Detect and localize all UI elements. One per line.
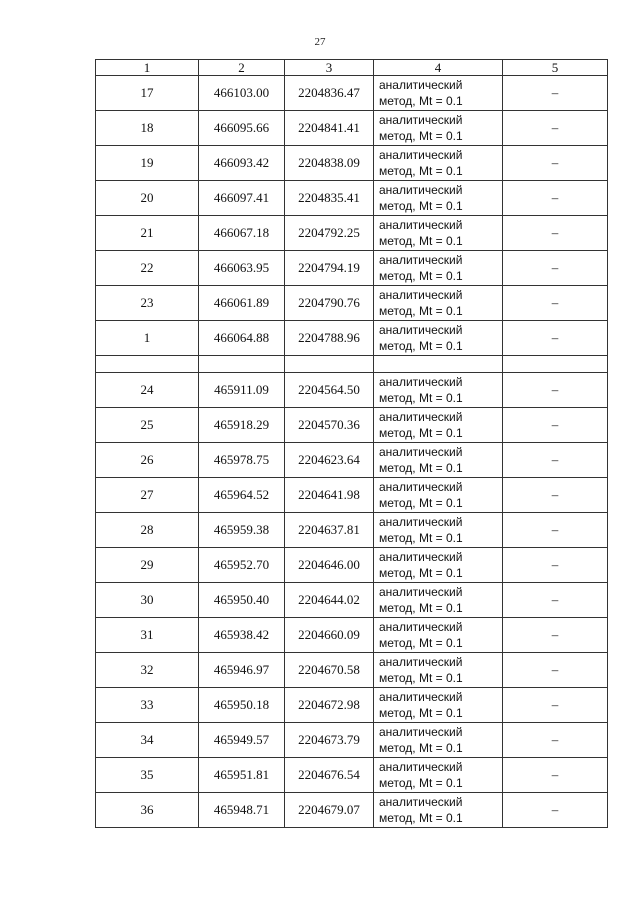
- method-line-2: метод, Mt = 0.1: [379, 496, 463, 510]
- coord-x: 465959.38: [199, 513, 285, 548]
- table-row: [96, 146, 608, 181]
- empty-cell: [199, 356, 285, 373]
- coord-x: 465951.81: [199, 758, 285, 793]
- coord-x: 465948.71: [199, 793, 285, 828]
- method-cell: [374, 408, 503, 443]
- coord-x: 466061.89: [199, 286, 285, 321]
- coord-x: 466064.88: [199, 321, 285, 356]
- empty-cell: [503, 356, 608, 373]
- method-line-1: аналитический: [379, 515, 463, 529]
- method-line-1: аналитический: [379, 445, 463, 459]
- method-line-2: метод, Mt = 0.1: [379, 636, 463, 650]
- column-5-value: –: [503, 583, 608, 618]
- coord-y: 2204672.98: [285, 688, 374, 723]
- coord-x: 466093.42: [199, 146, 285, 181]
- coord-y: 2204841.41: [285, 111, 374, 146]
- column-5-value: –: [503, 408, 608, 443]
- coordinates-table: [95, 59, 608, 828]
- coord-x: 466063.95: [199, 251, 285, 286]
- header-col-3: 3: [285, 60, 374, 76]
- table-row: [96, 111, 608, 146]
- method-line-2: метод, Mt = 0.1: [379, 531, 463, 545]
- method-line-1: аналитический: [379, 78, 463, 92]
- empty-cell: [285, 356, 374, 373]
- point-number: 23: [96, 286, 199, 321]
- method-line-1: аналитический: [379, 655, 463, 669]
- column-5-value: –: [503, 618, 608, 653]
- coord-x: 466067.18: [199, 216, 285, 251]
- column-5-value: –: [503, 181, 608, 216]
- header-col-5: 5: [503, 60, 608, 76]
- table-row: [96, 443, 608, 478]
- column-5-value: –: [503, 373, 608, 408]
- method-line-2: метод, Mt = 0.1: [379, 811, 463, 825]
- point-number: 24: [96, 373, 199, 408]
- coord-y: 2204623.64: [285, 443, 374, 478]
- coord-y: 2204838.09: [285, 146, 374, 181]
- point-number: 36: [96, 793, 199, 828]
- table-row: [96, 723, 608, 758]
- method-cell: [374, 286, 503, 321]
- method-line-1: аналитический: [379, 585, 463, 599]
- coord-y: 2204790.76: [285, 286, 374, 321]
- table-row: [96, 618, 608, 653]
- method-cell: [374, 723, 503, 758]
- header-col-2: 2: [199, 60, 285, 76]
- method-cell: [374, 216, 503, 251]
- method-line-2: метод, Mt = 0.1: [379, 601, 463, 615]
- method-cell: [374, 146, 503, 181]
- column-5-value: –: [503, 146, 608, 181]
- coord-y: 2204673.79: [285, 723, 374, 758]
- point-number: 25: [96, 408, 199, 443]
- column-5-value: –: [503, 286, 608, 321]
- method-line-1: аналитический: [379, 375, 463, 389]
- point-number: 17: [96, 76, 199, 111]
- method-line-1: аналитический: [379, 323, 463, 337]
- column-5-value: –: [503, 723, 608, 758]
- point-number: 28: [96, 513, 199, 548]
- table-body: [96, 76, 608, 828]
- coord-x: 465946.97: [199, 653, 285, 688]
- coord-x: 465938.42: [199, 618, 285, 653]
- method-line-1: аналитический: [379, 725, 463, 739]
- method-line-1: аналитический: [379, 183, 463, 197]
- method-line-1: аналитический: [379, 690, 463, 704]
- point-number: 33: [96, 688, 199, 723]
- method-cell: [374, 548, 503, 583]
- coord-y: 2204788.96: [285, 321, 374, 356]
- table-row: [96, 688, 608, 723]
- point-number: 34: [96, 723, 199, 758]
- method-cell: [374, 758, 503, 793]
- table-row: [96, 653, 608, 688]
- method-line-1: аналитический: [379, 288, 463, 302]
- table-row: [96, 321, 608, 356]
- method-line-1: аналитический: [379, 760, 463, 774]
- method-line-1: аналитический: [379, 550, 463, 564]
- column-5-value: –: [503, 111, 608, 146]
- coord-y: 2204836.47: [285, 76, 374, 111]
- method-line-2: метод, Mt = 0.1: [379, 269, 463, 283]
- empty-cell: [374, 356, 503, 373]
- point-number: 32: [96, 653, 199, 688]
- coord-y: 2204570.36: [285, 408, 374, 443]
- column-5-value: –: [503, 251, 608, 286]
- method-line-2: метод, Mt = 0.1: [379, 461, 463, 475]
- coord-y: 2204660.09: [285, 618, 374, 653]
- point-number: 1: [96, 321, 199, 356]
- point-number: 29: [96, 548, 199, 583]
- method-cell: [374, 111, 503, 146]
- method-cell: [374, 251, 503, 286]
- column-5-value: –: [503, 321, 608, 356]
- table-header-row: [96, 60, 608, 76]
- point-number: 35: [96, 758, 199, 793]
- point-number: 21: [96, 216, 199, 251]
- coord-x: 466097.41: [199, 181, 285, 216]
- method-cell: [374, 513, 503, 548]
- header-col-4: 4: [374, 60, 503, 76]
- method-line-2: метод, Mt = 0.1: [379, 129, 463, 143]
- method-cell: [374, 618, 503, 653]
- method-cell: [374, 688, 503, 723]
- coord-x: 465978.75: [199, 443, 285, 478]
- coord-y: 2204644.02: [285, 583, 374, 618]
- method-line-2: метод, Mt = 0.1: [379, 339, 463, 353]
- column-5-value: –: [503, 653, 608, 688]
- separator-row: [96, 356, 608, 373]
- method-cell: [374, 321, 503, 356]
- coord-y: 2204676.54: [285, 758, 374, 793]
- table-row: [96, 513, 608, 548]
- table-row: [96, 216, 608, 251]
- table-row: [96, 793, 608, 828]
- method-line-1: аналитический: [379, 480, 463, 494]
- method-line-2: метод, Mt = 0.1: [379, 304, 463, 318]
- method-cell: [374, 76, 503, 111]
- method-cell: [374, 653, 503, 688]
- coord-y: 2204646.00: [285, 548, 374, 583]
- method-cell: [374, 478, 503, 513]
- method-line-2: метод, Mt = 0.1: [379, 776, 463, 790]
- coord-x: 465950.40: [199, 583, 285, 618]
- method-line-2: метод, Mt = 0.1: [379, 426, 463, 440]
- method-line-1: аналитический: [379, 620, 463, 634]
- coord-x: 466103.00: [199, 76, 285, 111]
- coord-x: 465964.52: [199, 478, 285, 513]
- method-line-2: метод, Mt = 0.1: [379, 741, 463, 755]
- method-line-2: метод, Mt = 0.1: [379, 199, 463, 213]
- coord-x: 465911.09: [199, 373, 285, 408]
- method-line-1: аналитический: [379, 113, 463, 127]
- table-row: [96, 76, 608, 111]
- table-row: [96, 583, 608, 618]
- method-cell: [374, 583, 503, 618]
- method-cell: [374, 373, 503, 408]
- point-number: 19: [96, 146, 199, 181]
- coord-y: 2204637.81: [285, 513, 374, 548]
- table-row: [96, 373, 608, 408]
- coord-y: 2204835.41: [285, 181, 374, 216]
- point-number: 20: [96, 181, 199, 216]
- method-line-2: метод, Mt = 0.1: [379, 164, 463, 178]
- point-number: 18: [96, 111, 199, 146]
- header-col-1: 1: [96, 60, 199, 76]
- point-number: 30: [96, 583, 199, 618]
- point-number: 27: [96, 478, 199, 513]
- method-line-1: аналитический: [379, 218, 463, 232]
- table-row: [96, 286, 608, 321]
- method-cell: [374, 181, 503, 216]
- coord-x: 465918.29: [199, 408, 285, 443]
- method-line-2: метод, Mt = 0.1: [379, 706, 463, 720]
- table-row: [96, 408, 608, 443]
- point-number: 31: [96, 618, 199, 653]
- method-line-2: метод, Mt = 0.1: [379, 234, 463, 248]
- method-line-1: аналитический: [379, 410, 463, 424]
- column-5-value: –: [503, 443, 608, 478]
- column-5-value: –: [503, 548, 608, 583]
- coord-x: 465950.18: [199, 688, 285, 723]
- coord-y: 2204794.19: [285, 251, 374, 286]
- table-row: [96, 548, 608, 583]
- coord-y: 2204792.25: [285, 216, 374, 251]
- table-row: [96, 181, 608, 216]
- method-line-2: метод, Mt = 0.1: [379, 94, 463, 108]
- method-line-1: аналитический: [379, 253, 463, 267]
- method-cell: [374, 793, 503, 828]
- method-line-2: метод, Mt = 0.1: [379, 671, 463, 685]
- point-number: 22: [96, 251, 199, 286]
- empty-cell: [96, 356, 199, 373]
- method-line-2: метод, Mt = 0.1: [379, 566, 463, 580]
- method-cell: [374, 443, 503, 478]
- coord-x: 465949.57: [199, 723, 285, 758]
- column-5-value: –: [503, 478, 608, 513]
- column-5-value: –: [503, 76, 608, 111]
- table-row: [96, 758, 608, 793]
- point-number: 26: [96, 443, 199, 478]
- page-number: 27: [314, 36, 326, 48]
- coord-y: 2204564.50: [285, 373, 374, 408]
- column-5-value: –: [503, 216, 608, 251]
- table-row: [96, 478, 608, 513]
- table-row: [96, 251, 608, 286]
- coord-y: 2204641.98: [285, 478, 374, 513]
- coord-x: 466095.66: [199, 111, 285, 146]
- coord-y: 2204670.58: [285, 653, 374, 688]
- method-line-2: метод, Mt = 0.1: [379, 391, 463, 405]
- coord-x: 465952.70: [199, 548, 285, 583]
- method-line-1: аналитический: [379, 795, 463, 809]
- column-5-value: –: [503, 513, 608, 548]
- column-5-value: –: [503, 688, 608, 723]
- method-line-1: аналитический: [379, 148, 463, 162]
- column-5-value: –: [503, 793, 608, 828]
- column-5-value: –: [503, 758, 608, 793]
- coord-y: 2204679.07: [285, 793, 374, 828]
